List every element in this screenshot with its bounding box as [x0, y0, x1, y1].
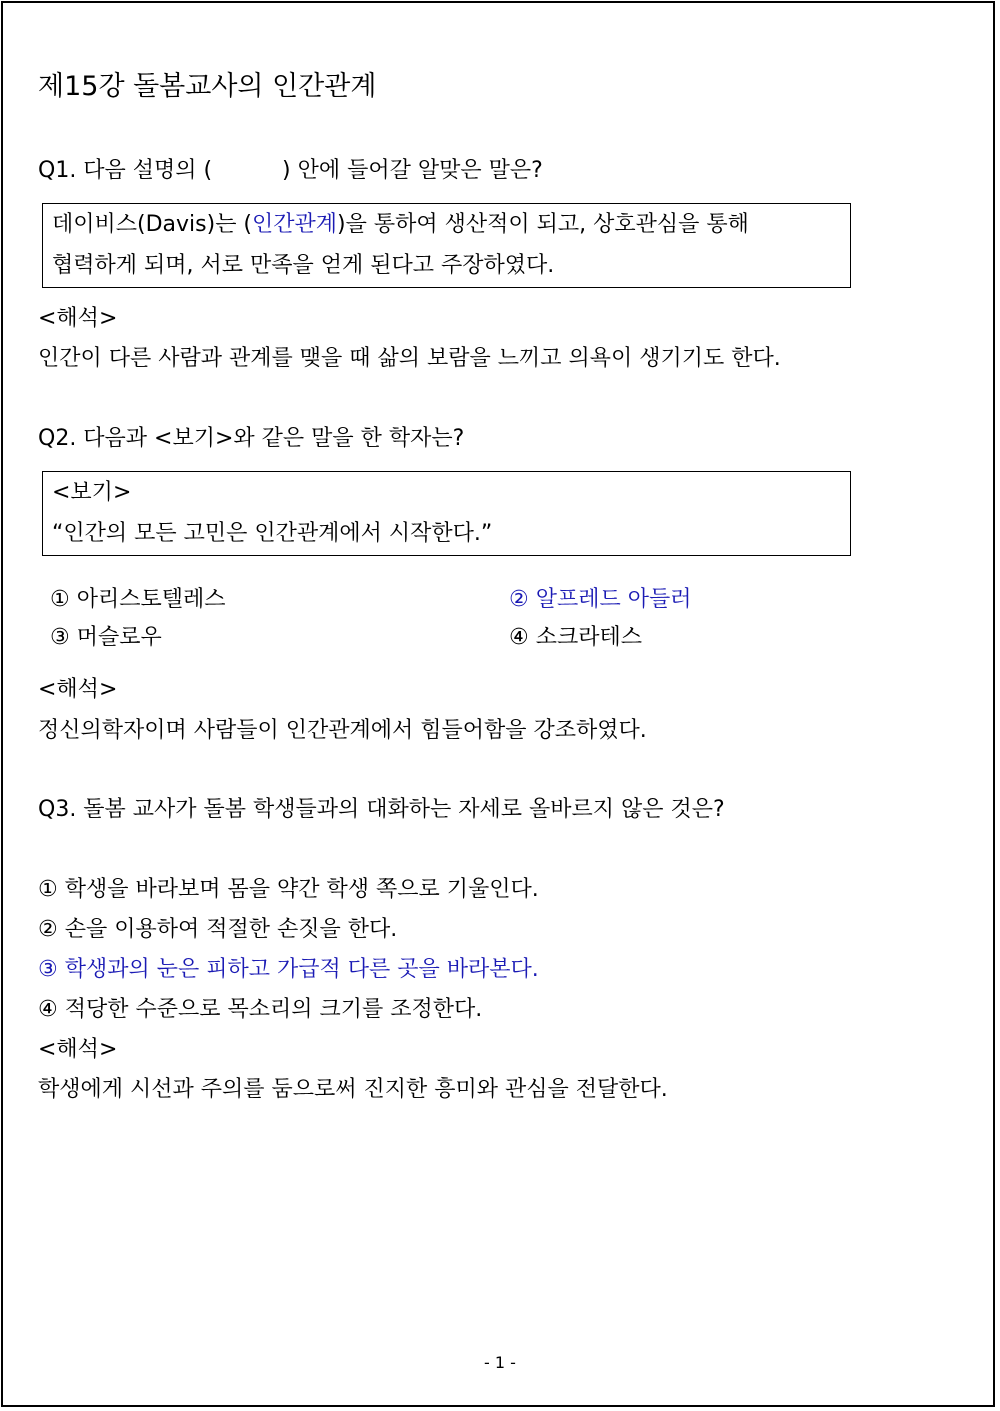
q1-statement-after: )을 통하여 생산적이 되고, 상호관심을 통해: [337, 212, 749, 237]
q1-statement-box: [42, 203, 851, 288]
q2-explanation: 정신의학자이며 사람들이 인간관계에서 힘들어함을 강조하였다.: [38, 718, 647, 743]
q2-option-3: ③ 머슬로우: [50, 625, 162, 650]
q3-option-3-answer: ③ 학생과의 눈은 피하고 가급적 다른 곳을 바라본다.: [38, 957, 539, 982]
q2-explanation-label: <해석>: [38, 677, 118, 702]
q2-option-2-answer: ② 알프레드 아들러: [509, 587, 692, 612]
page-number: - 1 -: [484, 1353, 516, 1372]
q2-option-1: ① 아리스토텔레스: [50, 587, 226, 612]
q3-explanation-label: <해석>: [38, 1037, 118, 1062]
q1-statement-line1: [52, 210, 749, 240]
q3-option-1: ① 학생을 바라보며 몸을 약간 학생 쪽으로 기울인다.: [38, 877, 539, 902]
q2-question: Q2. 다음과 <보기>와 같은 말을 한 학자는?: [38, 426, 465, 451]
q3-question: Q3. 돌봄 교사가 돌봄 학생들과의 대화하는 자세로 올바르지 않은 것은?: [38, 797, 725, 822]
q1-explanation-label: <해석>: [38, 306, 118, 331]
q1-question: Q1. 다음 설명의 ( ) 안에 들어갈 알맞은 말은?: [38, 158, 543, 183]
q3-option-2: ② 손을 이용하여 적절한 손짓을 한다.: [38, 917, 398, 942]
q1-statement-before: 데이비스(Davis)는 (: [52, 212, 253, 237]
q3-explanation: 학생에게 시선과 주의를 둠으로써 진지한 흥미와 관심을 전달한다.: [38, 1077, 668, 1102]
q2-example-quote: “인간의 모든 고민은 인간관계에서 시작한다.”: [52, 521, 493, 546]
q1-statement-line2: 협력하게 되며, 서로 만족을 얻게 된다고 주장하였다.: [52, 253, 555, 278]
q2-example-box: [42, 471, 851, 556]
q2-option-4: ④ 소크라테스: [509, 625, 642, 650]
q3-option-4: ④ 적당한 수준으로 목소리의 크기를 조정한다.: [38, 997, 483, 1022]
page-title: 제15강 돌봄교사의 인간관계: [38, 71, 377, 102]
q1-answer-highlight: 인간관계: [252, 212, 338, 237]
q2-example-label: <보기>: [52, 480, 132, 505]
q1-explanation: 인간이 다른 사람과 관계를 맺을 때 삶의 보람을 느끼고 의욕이 생기기도 한다.: [38, 346, 781, 371]
